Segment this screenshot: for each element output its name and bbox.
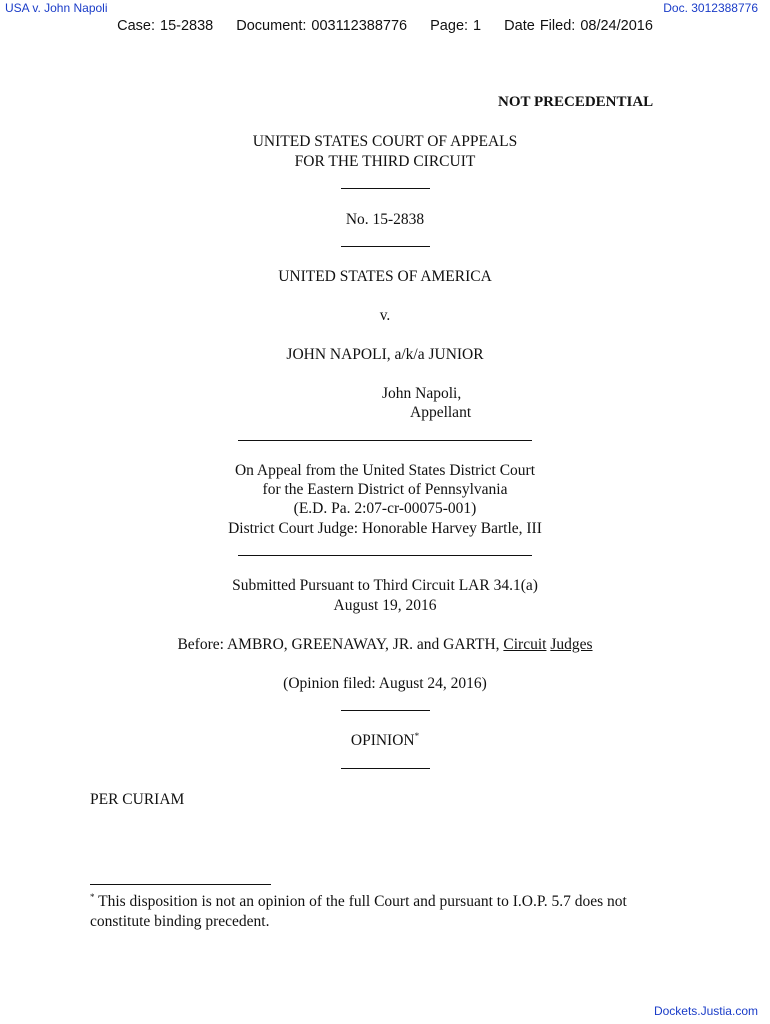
footnote-divider [90, 884, 271, 885]
court-name-line1: UNITED STATES COURT OF APPEALS [252, 133, 518, 150]
divider [341, 188, 430, 189]
panel-judges [0, 636, 770, 654]
appeal-line-3: (E.D. Pa. 2:07-cr-00075-001) [293, 500, 477, 517]
circuit-word: Circuit [503, 636, 547, 653]
justia-source-link[interactable]: Dockets.Justia.com [653, 1004, 758, 1018]
court-name-line2: FOR THE THIRD CIRCUIT [294, 153, 476, 170]
plaintiff-name: UNITED STATES OF AMERICA [278, 268, 492, 285]
appellant-name: John Napoli, [382, 385, 462, 402]
document-number: Document: 003112388776 [236, 18, 408, 34]
divider [238, 440, 532, 441]
case-number: Case: 15-2838 [117, 18, 214, 34]
appeal-line-2: for the Eastern District of Pennsylvania [262, 481, 508, 498]
footnote-line-1 [90, 893, 627, 911]
appeal-line-1: On Appeal from the United States District Court [234, 462, 536, 479]
divider [341, 246, 430, 247]
opinion-heading [0, 732, 770, 750]
case-name-link[interactable]: USA v. John Napoli [5, 1, 108, 15]
footnote-text: This disposition is not an opinion of the full Court and pursuant to I.O.P. 5.7 does not [98, 893, 627, 910]
appellant-role: Appellant [410, 404, 472, 421]
judges-word: Judges [550, 636, 593, 653]
divider [341, 768, 430, 769]
filing-header [0, 18, 770, 34]
docket-number: No. 15-2838 [345, 211, 425, 228]
submitted-line-1: Submitted Pursuant to Third Circuit LAR 34.1(a) [232, 577, 538, 594]
divider [238, 555, 532, 556]
defendant-name: JOHN NAPOLI, a/k/a JUNIOR [286, 346, 484, 363]
footnote-marker: * [414, 730, 420, 741]
document-link[interactable]: Doc. 3012388776 [663, 1, 758, 15]
opinion-label: OPINION [350, 732, 415, 749]
versus: v. [379, 307, 391, 324]
date-filed: Date Filed: 08/24/2016 [504, 18, 653, 34]
submitted-date: August 19, 2016 [333, 597, 437, 614]
footnote-line-2: constitute binding precedent. [90, 913, 270, 930]
precedential-status: NOT PRECEDENTIAL [498, 94, 654, 110]
appeal-line-4: District Court Judge: Honorable Harvey Bartle, III [228, 520, 542, 537]
opinion-filed-date: (Opinion filed: August 24, 2016) [283, 675, 487, 692]
divider [341, 710, 430, 711]
footnote-marker: * [90, 891, 95, 902]
panel-judges-prefix: Before: AMBRO, GREENAWAY, JR. and GARTH, [177, 636, 504, 653]
page-number: Page: 1 [430, 18, 482, 34]
per-curiam: PER CURIAM [90, 791, 185, 808]
